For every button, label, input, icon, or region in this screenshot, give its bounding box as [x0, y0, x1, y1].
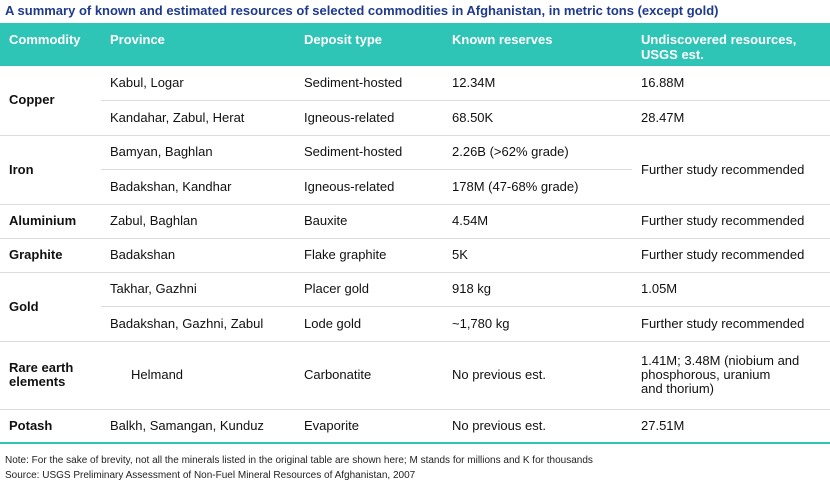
undiscovered-cell: 28.47M	[632, 100, 830, 135]
header-undiscovered-resources: Undiscovered resources, USGS est.	[641, 32, 797, 62]
undiscovered-cell: 1.05M	[632, 272, 830, 306]
known-reserves-cell: 12.34M	[443, 66, 632, 100]
undiscovered-cell: 27.51M	[632, 409, 830, 443]
deposit-type-cell: Flake graphite	[295, 238, 443, 272]
deposit-type-cell: Carbonatite	[295, 341, 443, 409]
resources-table	[0, 23, 830, 444]
commodity-cell: Copper	[0, 66, 101, 135]
deposit-type-cell: Lode gold	[295, 306, 443, 341]
commodity-cell: Graphite	[0, 238, 101, 272]
province-cell: Badakshan	[101, 238, 295, 272]
known-reserves-cell: No previous est.	[443, 341, 632, 409]
province-cell: Badakshan, Gazhni, Zabul	[101, 306, 295, 341]
deposit-type-cell: Placer gold	[295, 272, 443, 306]
commodity-cell: Gold	[0, 272, 101, 341]
province-cell: Zabul, Baghlan	[101, 204, 295, 238]
note-text: Note: For the sake of brevity, not all the minerals listed in the original table are shown here; M stands for millions and K for thousands	[5, 455, 593, 466]
deposit-type-cell: Evaporite	[295, 409, 443, 443]
undiscovered-cell: Further study recommended	[632, 306, 830, 341]
undiscovered-cell: Further study recommended	[632, 135, 830, 204]
table-body	[0, 66, 830, 443]
table-row	[0, 238, 830, 272]
deposit-type-cell: Bauxite	[295, 204, 443, 238]
footnotes	[5, 453, 593, 483]
commodity-cell: Iron	[0, 135, 101, 204]
deposit-type-cell: Igneous-related	[295, 100, 443, 135]
known-reserves-cell: No previous est.	[443, 409, 632, 443]
known-reserves-cell: 918 kg	[443, 272, 632, 306]
header-deposit-type: Deposit type	[304, 32, 383, 47]
province-cell: Badakshan, Kandhar	[101, 169, 295, 204]
known-reserves-cell: 4.54M	[443, 204, 632, 238]
deposit-type-cell: Sediment-hosted	[295, 66, 443, 100]
known-reserves-cell: 178M (47-68% grade)	[443, 169, 632, 204]
known-reserves-cell: 68.50K	[443, 100, 632, 135]
table-row	[0, 272, 830, 306]
source-text: Source: USGS Preliminary Assessment of Non-Fuel Mineral Resources of Afghanistan, 2007	[5, 470, 416, 481]
table-row	[0, 341, 830, 409]
table-header	[0, 23, 830, 66]
deposit-type-cell: Sediment-hosted	[295, 135, 443, 169]
commodity-cell: Aluminium	[0, 204, 101, 238]
header-province: Province	[110, 32, 165, 47]
table-row	[0, 100, 830, 135]
table-row	[0, 66, 830, 100]
table-row	[0, 409, 830, 443]
table-row	[0, 135, 830, 169]
undiscovered-cell: 16.88M	[632, 66, 830, 100]
known-reserves-cell: 5K	[443, 238, 632, 272]
commodity-cell: Rare earth elements	[0, 341, 101, 409]
table-title: A summary of known and estimated resources of selected commodities in Afghanistan, in metric tons (except gold)	[5, 3, 719, 18]
table-row	[0, 204, 830, 238]
known-reserves-cell: ~1,780 kg	[443, 306, 632, 341]
province-cell: Bamyan, Baghlan	[101, 135, 295, 169]
header-row	[0, 23, 830, 66]
undiscovered-cell: 1.41M; 3.48M (niobium and phosphorous, uranium and thorium)	[632, 341, 830, 409]
known-reserves-cell: 2.26B (>62% grade)	[443, 135, 632, 169]
header-known-reserves: Known reserves	[452, 32, 553, 47]
table-row	[0, 306, 830, 341]
province-cell: Balkh, Samangan, Kunduz	[101, 409, 295, 443]
province-cell: Kabul, Logar	[101, 66, 295, 100]
undiscovered-cell: Further study recommended	[632, 238, 830, 272]
province-cell: Kandahar, Zabul, Herat	[101, 100, 295, 135]
commodity-cell: Potash	[0, 409, 101, 443]
header-commodity: Commodity	[9, 32, 81, 47]
province-cell: Helmand	[101, 341, 295, 409]
deposit-type-cell: Igneous-related	[295, 169, 443, 204]
undiscovered-cell: Further study recommended	[632, 204, 830, 238]
province-cell: Takhar, Gazhni	[101, 272, 295, 306]
